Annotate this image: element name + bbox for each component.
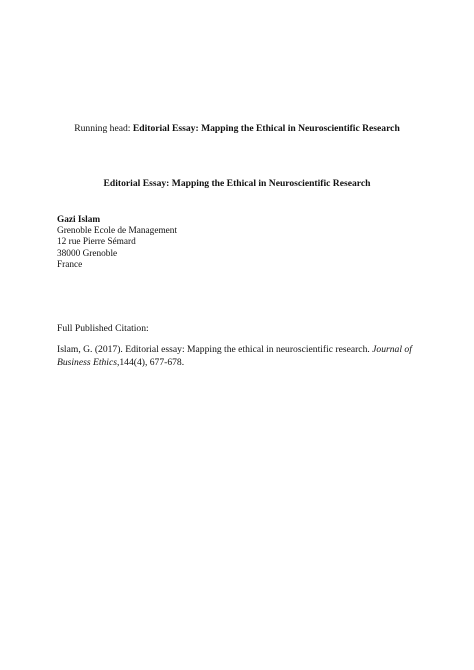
running-head [0, 123, 474, 135]
author-city: 38000 Grenoble [57, 248, 118, 259]
author-country: France [57, 259, 83, 270]
running-head-prefix: Running head: [74, 123, 133, 134]
citation-text [57, 343, 427, 369]
author-affiliation: Grenoble Ecole de Management [57, 226, 178, 237]
citation-text-before: Islam, G. (2017). Editorial essay: Mapping the ethical in neuroscientific research. [57, 344, 373, 355]
author-street: 12 rue Pierre Sémard [57, 237, 136, 248]
running-head-title: Editorial Essay: Mapping the Ethical in Neuroscientific Research [132, 123, 400, 134]
document-title: Editorial Essay: Mapping the Ethical in Neuroscientific Research [103, 178, 371, 189]
author-block [57, 215, 177, 271]
citation-journal: Journal of Business Ethics [57, 344, 412, 368]
citation-text-after: ,144(4), 677-678. [116, 357, 185, 368]
citation-label: Full Published Citation: [57, 323, 149, 334]
author-name: Gazi Islam [57, 215, 101, 225]
